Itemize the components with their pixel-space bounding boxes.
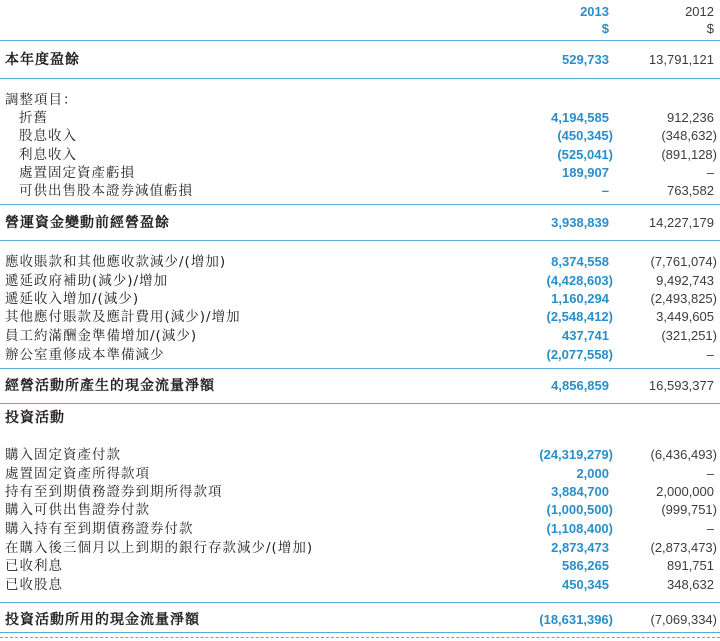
adjustment-row — [0, 182, 720, 200]
prior-currency-unit: $ — [706, 21, 714, 36]
divider — [0, 602, 720, 603]
adjustment-label: 利息收入 — [19, 147, 77, 163]
adjustment-current: 189,907 — [562, 165, 609, 180]
investing-current: 450,345 — [562, 577, 609, 592]
total-divider — [0, 632, 720, 633]
currency-header-row — [0, 20, 720, 38]
divider — [0, 78, 720, 79]
working-capital-current: 437,741 — [562, 328, 609, 343]
investing-label: 持有至到期債務證券到期所得款項 — [5, 484, 223, 500]
working-capital-label: 遞延收入增加/(減少) — [5, 291, 140, 307]
current-year-heading: 2013 — [580, 4, 609, 19]
investing-prior: – — [706, 466, 714, 481]
investing-row — [0, 539, 720, 557]
working-capital-prior: 9,492,743 — [656, 273, 714, 288]
investing-row — [0, 446, 720, 464]
operating-surplus-prior: 14,227,179 — [648, 215, 714, 230]
investing-prior: 348,632 — [667, 577, 714, 592]
investing-current: 2,873,473 — [551, 540, 609, 555]
working-capital-label: 辦公室重修成本準備減少 — [5, 347, 165, 363]
investing-prior: (999,751) — [661, 502, 717, 517]
investing-label: 購入可供出售證券付款 — [5, 502, 150, 518]
operating-surplus-row — [0, 214, 720, 232]
adjustment-prior: 763,582 — [667, 183, 714, 198]
investing-label: 已收股息 — [5, 577, 63, 593]
investing-label: 購入持有至到期債務證券付款 — [5, 521, 194, 537]
working-capital-prior: 3,449,605 — [656, 309, 714, 324]
net-operating-cash-label: 經營活動所產生的現金流量淨額 — [5, 378, 215, 394]
net-investing-cash-current: (18,631,396) — [539, 612, 613, 627]
current-currency-unit: $ — [601, 21, 609, 36]
working-capital-current: (2,077,558) — [546, 347, 613, 362]
investing-current: 586,265 — [562, 558, 609, 573]
divider — [0, 204, 720, 205]
investing-current: (1,108,400) — [546, 521, 613, 536]
working-capital-prior: (321,251) — [661, 328, 717, 343]
divider — [0, 403, 720, 404]
investing-label: 購入固定資產付款 — [5, 447, 121, 463]
investing-current: (24,319,279) — [539, 447, 613, 462]
working-capital-prior: (7,761,074) — [650, 254, 717, 269]
investing-prior: (6,436,493) — [650, 447, 717, 462]
investing-prior: 891,751 — [667, 558, 714, 573]
adjustment-label: 折舊 — [19, 110, 48, 126]
working-capital-label: 其他應付賬款及應計費用(減少)/增加 — [5, 309, 241, 325]
adjustment-current: (525,041) — [557, 147, 613, 162]
net-operating-cash-current: 4,856,859 — [551, 378, 609, 393]
divider — [0, 240, 720, 241]
investing-prior: 2,000,000 — [656, 484, 714, 499]
investing-prior: (2,873,473) — [650, 540, 717, 555]
working-capital-prior: (2,493,825) — [650, 291, 717, 306]
surplus-current: 529,733 — [562, 52, 609, 67]
working-capital-prior: – — [706, 347, 714, 362]
operating-surplus-current: 3,938,839 — [551, 215, 609, 230]
adjustments-heading-row — [0, 91, 720, 109]
adjustment-prior: (348,632) — [661, 128, 717, 143]
header-divider — [0, 40, 720, 41]
working-capital-row — [0, 308, 720, 326]
investing-heading-row — [0, 409, 720, 427]
surplus-row — [0, 51, 720, 69]
working-capital-current: 8,374,558 — [551, 254, 609, 269]
investing-label: 處置固定資產所得款項 — [5, 466, 150, 482]
working-capital-label: 員工約滿酬金準備增加/(減少) — [5, 328, 198, 344]
adjustment-label: 處置固定資產虧損 — [19, 165, 135, 181]
adjustment-label: 股息收入 — [19, 128, 77, 144]
surplus-label: 本年度盈餘 — [5, 52, 80, 68]
working-capital-row — [0, 346, 720, 364]
adjustment-row — [0, 109, 720, 127]
year-header-row — [0, 3, 720, 21]
net-operating-cash-prior: 16,593,377 — [648, 378, 714, 393]
working-capital-label: 應收賬款和其他應收款減少/(增加) — [5, 254, 227, 270]
divider — [0, 368, 720, 369]
investing-row — [0, 465, 720, 483]
adjustment-current: (450,345) — [557, 128, 613, 143]
net-investing-cash-label: 投資活動所用的現金流量淨額 — [5, 612, 200, 628]
working-capital-row — [0, 253, 720, 271]
working-capital-row — [0, 327, 720, 345]
investing-label: 已收利息 — [5, 558, 63, 574]
prior-year-heading: 2012 — [685, 4, 714, 19]
investing-label: 在購入後三個月以上到期的銀行存款減少/(增加) — [5, 540, 314, 556]
operating-surplus-label: 營運資金變動前經營盈餘 — [5, 215, 170, 231]
working-capital-row — [0, 290, 720, 308]
adjustment-prior: 912,236 — [667, 110, 714, 125]
adjustment-current: 4,194,585 — [551, 110, 609, 125]
dashed-divider — [0, 637, 720, 638]
adjustment-row — [0, 127, 720, 145]
working-capital-row — [0, 272, 720, 290]
working-capital-current: (4,428,603) — [546, 273, 613, 288]
surplus-prior: 13,791,121 — [648, 52, 714, 67]
investing-prior: – — [706, 521, 714, 536]
net-operating-cash-row — [0, 377, 720, 395]
investing-row — [0, 576, 720, 594]
investing-heading: 投資活動 — [5, 410, 65, 426]
adjustment-label: 可供出售股本證券減值虧損 — [19, 183, 193, 199]
net-investing-cash-prior: (7,069,334) — [650, 612, 717, 627]
adjustments-heading: 調整項目： — [5, 92, 78, 108]
investing-current: 2,000 — [576, 466, 609, 481]
working-capital-label: 遞延政府補助(減少)/增加 — [5, 273, 169, 289]
adjustment-row — [0, 164, 720, 182]
investing-row — [0, 501, 720, 519]
adjustment-prior: – — [706, 165, 714, 180]
investing-row — [0, 520, 720, 538]
adjustment-row — [0, 146, 720, 164]
adjustment-prior: (891,128) — [661, 147, 717, 162]
investing-current: (1,000,500) — [546, 502, 613, 517]
investing-row — [0, 557, 720, 575]
investing-current: 3,884,700 — [551, 484, 609, 499]
investing-row — [0, 483, 720, 501]
working-capital-current: (2,548,412) — [546, 309, 613, 324]
net-investing-cash-row — [0, 611, 720, 629]
adjustment-current: – — [601, 183, 609, 198]
working-capital-current: 1,160,294 — [551, 291, 609, 306]
